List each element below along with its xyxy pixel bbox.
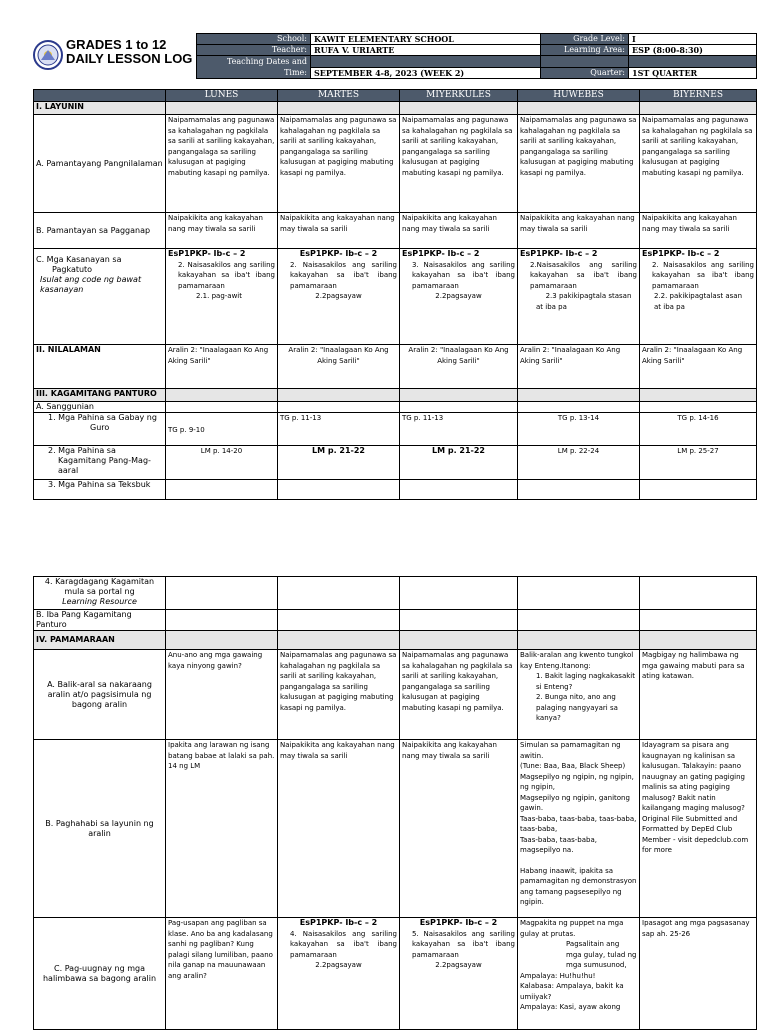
section-row-layunin	[34, 102, 757, 115]
karagdagang-label-3: Learning Resource	[62, 597, 137, 606]
competency-code: EsP1PKP- Ib-c – 2	[419, 918, 498, 927]
title-line-2: DAILY LESSON LOG	[66, 51, 193, 66]
teacher-label: Teacher:	[197, 45, 311, 56]
blank-cell	[278, 480, 400, 500]
competency-text: 3. Naisasakilos ang sariling kakayahan sa iba't ibang pamamaraan	[412, 260, 515, 290]
competency-text: 5. Naisasakilos ang sariling kakayahan sa iba't ibang pamamaraan	[412, 929, 515, 959]
row-kagamitang-mag-aaral	[34, 446, 757, 480]
teaching-dates-label	[197, 56, 311, 79]
cell-tg-fri: TG p. 14-16	[640, 413, 757, 446]
section-row-kagamitan	[34, 389, 757, 402]
page-title	[66, 38, 192, 66]
blank-cell	[518, 577, 640, 610]
cell-pangnilalaman-tue: Naipamamalas ang pagunawa sa kahalagahan ng pagkilala sa sarili at sariling kakayahan, pangangalaga sa sariling kalusugan at pagiging mabuting kasapi ng pamilya.	[278, 115, 400, 213]
blank-cell	[640, 631, 757, 650]
competency-sub: 2.3 pakikipagtala stasan	[545, 292, 632, 300]
cell-tg-tue: TG p. 11-13	[278, 413, 400, 446]
blank-cell	[166, 102, 278, 115]
learning-area-label: Learning Area:	[541, 45, 629, 56]
cell-kasanayan-thu	[518, 249, 640, 345]
teaching-dates-label-1: Teaching Dates and	[226, 57, 307, 66]
school-value: KAWIT ELEMENTARY SCHOOL	[311, 34, 541, 45]
cell-nilalaman-fri: Aralin 2: "Inaalagaan Ko Ang Aking Sarili"	[640, 345, 757, 389]
balik-aral-question-2: 2. Bunga nito, ano ang palaging nangyayari sa kanya?	[536, 693, 618, 722]
cell-pag-uugnay-thu	[518, 918, 640, 1030]
row-label-paghahabi: B. Paghahabi sa layunin ng aralin	[34, 740, 166, 918]
row-label-teksbuk: 3. Mga Pahina sa Teksbuk	[34, 480, 166, 500]
cell-lm-wed: LM p. 21-22	[400, 446, 518, 480]
row-iba-pang-kagamitan	[34, 610, 757, 631]
section-label-layunin: I. LAYUNIN	[34, 102, 166, 115]
lm-label-3: aaral	[58, 466, 79, 475]
title-line-1: GRADES 1 to 12	[66, 37, 167, 52]
grade-level-value: I	[629, 34, 757, 45]
row-label-balik-aral: A. Balik-aral sa nakaraang aralin at/o pagsisimula ng bagong aralin	[34, 650, 166, 740]
blank-cell	[166, 402, 278, 413]
blank-cell	[518, 102, 640, 115]
cell-paghahabi-wed: Naipakikita ang kakayahan nang may tiwala sa sarili	[400, 740, 518, 918]
row-label-kasanayan	[34, 249, 166, 345]
blank-cell	[640, 577, 757, 610]
blank-cell	[629, 56, 757, 68]
blank-cell	[400, 577, 518, 610]
paghahabi-line: Simulan sa pamamagitan ng awitin.	[520, 741, 621, 760]
blank-cell	[278, 610, 400, 631]
cell-pag-uugnay-mon: Pag-usapan ang pagliban sa klase. Ano ba ang kadalasang sanhi ng pagliban? Kung palagi silang lumiliban, paano nila ganap na mauunawaan ang aralin?	[166, 918, 278, 1030]
pag-uugnay-line: Ampalaya: Kasi, ayaw akong	[520, 1003, 621, 1011]
cell-lm-tue: LM p. 21-22	[278, 446, 400, 480]
blank-cell	[400, 389, 518, 402]
blank-cell	[400, 631, 518, 650]
row-pag-uugnay	[34, 918, 757, 1030]
row-balik-aral	[34, 650, 757, 740]
row-label-iba-pang-kagamitan: B. Iba Pang Kagamitang Panturo	[34, 610, 166, 631]
blank-cell	[518, 402, 640, 413]
paghahabi-line: Magsepilyo ng ngipin, ganitong gawin.	[520, 793, 630, 812]
pag-uugnay-line: Pagsalitain ang mga gulay, tulad ng mga sumusunod,	[566, 940, 637, 969]
section-label-pamamaraan: IV. PAMAMARAAN	[34, 631, 166, 650]
cell-pangnilalaman-mon: Naipamamalas ang pagunawa sa kahalagahan ng pagkilala sa sarili at sariling kakayahan, pangangalaga sa sariling kalusugan at pagiging mabuting kasapi ng pamilya.	[166, 115, 278, 213]
paghahabi-line: Habang inaawit, ipakita sa pamamagitan ng demonstrasyon ang tamang pagsesepilyo ng ngipin.	[520, 866, 637, 906]
row-label-pagganap: B. Pamantayan sa Pagganap	[34, 213, 166, 249]
blank-cell	[278, 402, 400, 413]
row-pagganap	[34, 213, 757, 249]
cell-pangnilalaman-fri: Naipamamalas ang pagunawa sa kahalagahan ng pagkilala sa sarili at sariling kakayahan, pangangalaga sa sariling kalusugan at pagiging mabuting kasapi ng pamilya.	[640, 115, 757, 213]
cell-kasanayan-tue	[278, 249, 400, 345]
balik-aral-intro: Balik-aralan ang kwento tungkol kay Enteng.Itanong:	[520, 651, 634, 670]
learning-area-value: ESP (8:00-8:30)	[629, 45, 757, 56]
blank-cell	[640, 102, 757, 115]
cell-tg-thu: TG p. 13-14	[518, 413, 640, 446]
section-row-pamamaraan	[34, 631, 757, 650]
competency-sub: 2.2pagsayaw	[435, 292, 482, 300]
pag-uugnay-line: Magpakita ng puppet na mga gulay at prutas.	[520, 919, 624, 938]
cell-balik-aral-fri: Magbigay ng halimbawa ng mga gawaing mabuti para sa ating katawan.	[640, 650, 757, 740]
gabay-label-1: 1. Mga Pahina sa Gabay ng	[48, 413, 157, 422]
paghahabi-line: Magsepilyo ng ngipin, ng ngipin, ng ngipin,	[520, 772, 634, 791]
competency-sub: 2.1. pag-awit	[196, 292, 242, 300]
cell-paghahabi-fri: Idayagram sa pisara ang kaugnayan ng kalinisan sa kalusugan. Talakayin: paano nauugnay an gating pagiging malinis sa ating pagiging malusog? Bakit natin kailangang maging malusog? Original File Submitted and Formatted by DepEd Club Member - visit depedclub.com for more	[640, 740, 757, 918]
blank-cell	[278, 389, 400, 402]
row-label-pangnilalaman: A. Pamantayang Pangnilalaman	[34, 115, 166, 213]
competency-code: EsP1PKP- Ib-c – 2	[402, 249, 480, 258]
teacher-value: RUFA V. URIARTE	[311, 45, 541, 56]
row-karagdagang	[34, 577, 757, 610]
cell-kasanayan-wed	[400, 249, 518, 345]
competency-text: 2. Naisasakilos ang sariling kakayahan sa iba't ibang pamamaraan	[290, 260, 397, 290]
competency-code: EsP1PKP- Ib-c – 2	[642, 249, 720, 258]
day-header-row	[34, 90, 757, 102]
quarter-value: 1ST QUARTER	[629, 67, 757, 79]
cell-balik-aral-wed: Naipamamalas ang pagunawa sa kahalagahan ng pagkilala sa sarili at sariling kakayahan, pangangalaga sa sariling kalusugan at pagiging mabuting kasapi ng pamilya.	[400, 650, 518, 740]
competency-text: 4. Naisasakilos ang sariling kakayahan sa iba't ibang pamamaraan	[290, 929, 397, 959]
day-header-mon: LUNES	[166, 90, 278, 102]
pag-uugnay-line: Ampalaya: Hu!hu!hu!	[520, 971, 596, 980]
row-paghahabi	[34, 740, 757, 918]
paghahabi-line: Taas-baba, taas-baba, taas-baba, taas-baba,	[520, 814, 637, 833]
row-nilalaman	[34, 345, 757, 389]
cell-pagganap-tue: Naipakikita ang kakayahan nang may tiwala sa sarili	[278, 213, 400, 249]
cell-tg-mon: TG p. 9-10	[166, 413, 278, 446]
row-gabay-guro	[34, 413, 757, 446]
blank-cell	[518, 631, 640, 650]
day-header-tue: MARTES	[278, 90, 400, 102]
grade-level-label: Grade Level:	[541, 34, 629, 45]
cell-paghahabi-mon: Ipakita ang larawan ng isang batang babae at lalaki sa pah. 14 ng LM	[166, 740, 278, 918]
paghahabi-line: (Tune: Baa, Baa, Black Sheep)	[520, 762, 626, 770]
blank-cell	[278, 102, 400, 115]
competency-code: EsP1PKP- Ib-c – 2	[299, 249, 378, 258]
deped-seal-icon	[33, 36, 63, 74]
blank-cell	[640, 389, 757, 402]
teaching-dates-value: SEPTEMBER 4-8, 2023 (WEEK 2)	[311, 67, 541, 79]
cell-balik-aral-tue: Naipamamalas ang pagunawa sa kahalagahan ng pagkilala sa sarili at sariling kakayahan, pangangalaga sa sariling kalusugan at pagiging mabuting kasapi ng pamilya.	[278, 650, 400, 740]
blank-cell	[518, 480, 640, 500]
cell-pag-uugnay-tue	[278, 918, 400, 1030]
lm-label-1: 2. Mga Pahina sa	[48, 446, 116, 455]
cell-nilalaman-thu: Aralin 2: "Inaalagaan Ko Ang Aking Sarili"	[518, 345, 640, 389]
row-label-sanggunian: A. Sanggunian	[34, 402, 166, 413]
competency-code: EsP1PKP- Ib-c – 2	[299, 918, 378, 927]
blank-cell	[166, 577, 278, 610]
competency-text: 2.Naisasakilos ang sariling kakayahan sa iba't ibang pamamaraan	[530, 260, 637, 290]
blank-cell	[166, 631, 278, 650]
blank-cell	[166, 389, 278, 402]
blank-cell	[541, 56, 629, 68]
blank-cell	[166, 610, 278, 631]
kasanayan-label-1: C. Mga Kasanayan sa	[36, 255, 122, 264]
competency-sub: 2.2. pakikipagtalast asan	[653, 292, 743, 300]
cell-nilalaman-wed: Aralin 2: "Inaalagaan Ko Ang Aking Sarili"	[400, 345, 518, 389]
pag-uugnay-line: Kalabasa: Ampalaya, bakit ka umiiyak?	[520, 982, 624, 1001]
blank-cell	[640, 402, 757, 413]
gabay-label-2: Guro	[90, 423, 110, 432]
blank-cell	[518, 389, 640, 402]
day-header-fri: BIYERNES	[640, 90, 757, 102]
school-label: School:	[197, 34, 311, 45]
section-label-nilalaman: II. NILALAMAN	[34, 345, 166, 389]
karagdagang-label-2: mula sa portal ng	[64, 587, 135, 596]
blank-cell	[278, 577, 400, 610]
competency-sub: 2.2pagsayaw	[315, 292, 362, 300]
cell-pangnilalaman-wed: Naipamamalas ang pagunawa sa kahalagahan ng pagkilala sa sarili at sariling kakayahan, pangangalaga sa sariling kalusugan at pagiging mabuting kasapi ng pamilya.	[400, 115, 518, 213]
cell-paghahabi-thu	[518, 740, 640, 918]
cell-kasanayan-mon	[166, 249, 278, 345]
day-header-thu: HUWEBES	[518, 90, 640, 102]
competency-text: 2. Naisasakilos ang sariling kakayahan sa iba't ibang pamamaraan	[652, 260, 754, 290]
paghahabi-line: Taas-baba, taas-baba, magsepilyo na.	[520, 835, 597, 854]
competency-code: EsP1PKP- Ib-c – 2	[520, 249, 598, 258]
balik-aral-question-1: 1. Bakit laging nagkakasakit si Enteng?	[536, 672, 635, 691]
competency-sub: 2.2pagsayaw	[435, 961, 482, 969]
cell-paghahabi-tue: Naipakikita ang kakayahan nang may tiwala sa sarili	[278, 740, 400, 918]
cell-pagganap-mon: Naipakikita ang kakayahan nang may tiwala sa sarili	[166, 213, 278, 249]
blank-cell	[640, 480, 757, 500]
cell-lm-fri: LM p. 25-27	[640, 446, 757, 480]
blank-cell	[400, 610, 518, 631]
cell-pagganap-thu: Naipakikita ang kakayahan nang may tiwala sa sarili	[518, 213, 640, 249]
cell-pagganap-wed: Naipakikita ang kakayahan nang may tiwala sa sarili	[400, 213, 518, 249]
cell-balik-aral-mon: Anu-ano ang mga gawaing kaya ninyong gawin?	[166, 650, 278, 740]
cell-tg-wed: TG p. 11-13	[400, 413, 518, 446]
row-pangnilalaman	[34, 115, 757, 213]
cell-nilalaman-mon: Aralin 2: "Inaalagaan Ko Ang Aking Sarili"	[166, 345, 278, 389]
blank-cell	[400, 102, 518, 115]
competency-text: 2. Naisasakilos ang sariling kakayahan sa iba't ibang pamamaraan	[178, 260, 275, 290]
competency-code: EsP1PKP- Ib-c – 2	[168, 249, 246, 258]
blank-cell	[278, 631, 400, 650]
cell-balik-aral-thu	[518, 650, 640, 740]
karagdagang-label-1: 4. Karagdagang Kagamitan	[44, 577, 155, 586]
teaching-dates-label-2: Time:	[284, 68, 307, 77]
competency-sub-2: at iba pa	[654, 302, 685, 311]
lesson-log-table-bottom	[33, 576, 757, 1030]
competency-sub-2: at iba pa	[536, 302, 567, 311]
lm-label-2: Kagamitang Pang-Mag-	[58, 456, 151, 465]
blank-cell	[166, 480, 278, 500]
competency-sub: 2.2pagsayaw	[315, 961, 362, 969]
cell-lm-mon: LM p. 14-20	[166, 446, 278, 480]
row-label-karagdagang	[34, 577, 166, 610]
blank-cell	[311, 56, 541, 68]
kasanayan-label-2: Pagkatuto	[52, 265, 93, 274]
quarter-label: Quarter:	[541, 67, 629, 79]
blank-cell	[400, 480, 518, 500]
section-label-kagamitan: III. KAGAMITANG PANTURO	[34, 389, 166, 402]
row-label-gabay-guro	[34, 413, 166, 446]
blank-cell	[640, 610, 757, 631]
row-label-kagamitang-mag-aaral	[34, 446, 166, 480]
row-sanggunian	[34, 402, 757, 413]
day-header-wed: MIYERKULES	[400, 90, 518, 102]
lesson-log-table-top	[33, 89, 757, 500]
blank-cell	[400, 402, 518, 413]
cell-lm-thu: LM p. 22-24	[518, 446, 640, 480]
cell-kasanayan-fri	[640, 249, 757, 345]
cell-nilalaman-tue: Aralin 2: "Inaalagaan Ko Ang Aking Sarili"	[278, 345, 400, 389]
cell-pangnilalaman-thu: Naipamamalas ang pagunawa sa kahalagahan ng pagkilala sa sarili at sariling kakayahan, pangangalaga sa sariling kalusugan at pagiging mabuting kasapi ng pamilya.	[518, 115, 640, 213]
cell-pag-uugnay-wed	[400, 918, 518, 1030]
blank-cell	[518, 610, 640, 631]
row-kasanayan	[34, 249, 757, 345]
row-label-pag-uugnay: C. Pag-uugnay ng mga halimbawa sa bagong aralin	[34, 918, 166, 1030]
row-teksbuk	[34, 480, 757, 500]
info-table	[196, 33, 757, 79]
blank-header-cell	[34, 90, 166, 102]
kasanayan-label-3: Isulat ang code ng bawat kasanayan	[40, 275, 142, 294]
cell-pagganap-fri: Naipakikita ang kakayahan nang may tiwala sa sarili	[640, 213, 757, 249]
cell-pag-uugnay-fri: Ipasagot ang mga pagsasanay sap ah. 25-26	[640, 918, 757, 1030]
